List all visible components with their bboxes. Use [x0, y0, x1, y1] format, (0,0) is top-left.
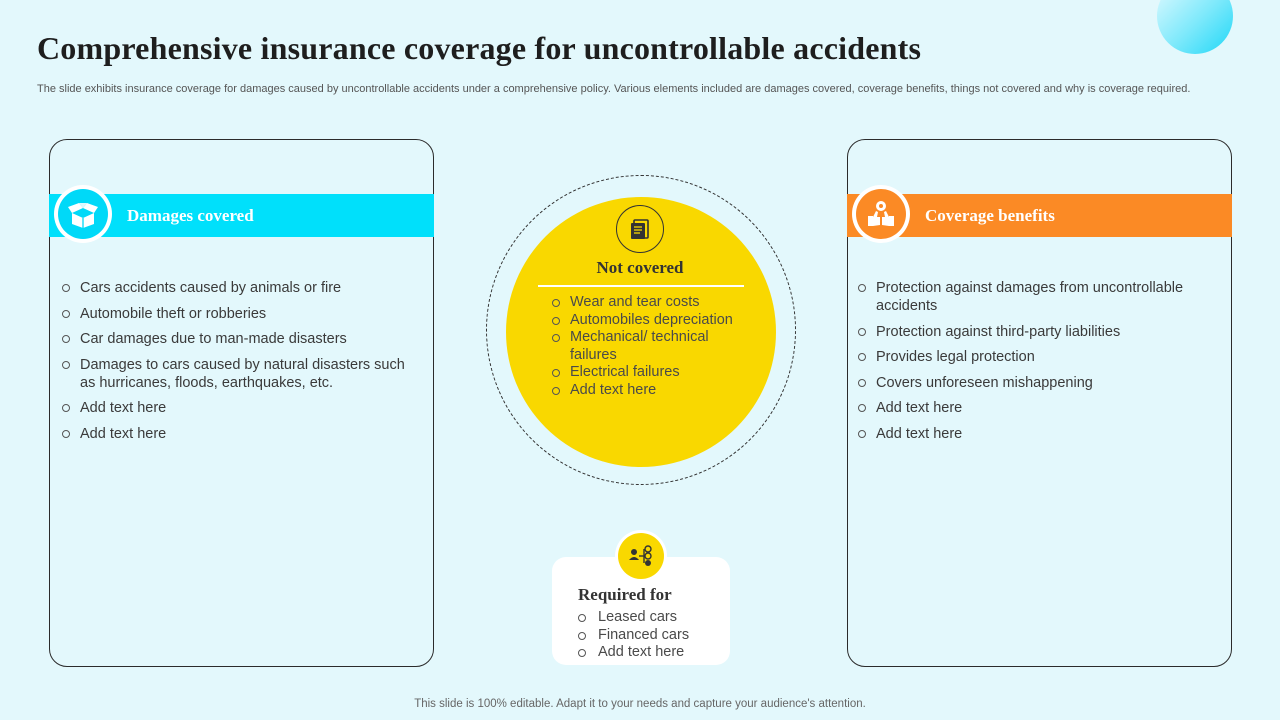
list-item: Covers unforeseen mishappening	[858, 374, 1213, 392]
footer-note: This slide is 100% editable. Adapt it to your needs and capture your audience's attention.	[414, 698, 866, 710]
list-item: Automobiles depreciation	[552, 312, 752, 330]
open-box-icon	[58, 189, 108, 239]
list-item: Mechanical/ technical failures	[552, 329, 752, 364]
damages-covered-label: Damages covered	[127, 206, 254, 225]
list-item: Add text here	[578, 644, 728, 662]
list-item: Provides legal protection	[858, 348, 1213, 366]
list-item: Protection against third-party liabilities	[858, 323, 1213, 341]
list-item: Add text here	[62, 399, 417, 417]
not-covered-divider	[538, 285, 744, 287]
coverage-benefits-icon-ring	[852, 185, 910, 243]
list-item: Add text here	[858, 425, 1213, 443]
required-for-icon-ring	[615, 530, 667, 582]
decorative-gradient-circle	[1157, 0, 1233, 54]
damages-covered-icon-ring	[54, 185, 112, 243]
list-item: Leased cars	[578, 609, 728, 627]
list-item: Financed cars	[578, 627, 728, 645]
list-item: Add text here	[858, 399, 1213, 417]
list-item: Electrical failures	[552, 364, 752, 382]
not-covered-list	[552, 294, 752, 399]
damages-covered-list	[62, 279, 417, 450]
list-item: Cars accidents caused by animals or fire	[62, 279, 417, 297]
list-item: Protection against damages from uncontrollable accidents	[858, 279, 1213, 315]
list-item: Damages to cars caused by natural disasters such as hurricanes, floods, earthquakes, etc.	[62, 356, 417, 392]
page-subtitle: The slide exhibits insurance coverage for damages caused by uncontrollable accidents under a comprehensive policy. Various elements included are damages covered, coverage benefits, things not covered and why is coverage required.	[37, 83, 1191, 95]
damages-covered-panel	[49, 139, 434, 667]
document-icon	[616, 205, 664, 253]
list-item: Automobile theft or robberies	[62, 305, 417, 323]
thumbs-up-hands-icon	[856, 189, 906, 239]
coverage-benefits-panel	[847, 139, 1232, 667]
network-people-icon	[618, 533, 664, 579]
coverage-benefits-list	[858, 279, 1213, 450]
required-for-list	[578, 609, 728, 662]
required-for-title: Required for	[578, 585, 672, 604]
list-item: Add text here	[62, 425, 417, 443]
not-covered-title: Not covered	[596, 258, 684, 277]
coverage-benefits-label: Coverage benefits	[925, 206, 1055, 225]
list-item: Car damages due to man-made disasters	[62, 330, 417, 348]
list-item: Wear and tear costs	[552, 294, 752, 312]
list-item: Add text here	[552, 382, 752, 400]
page-title: Comprehensive insurance coverage for uncontrollable accidents	[37, 30, 922, 66]
